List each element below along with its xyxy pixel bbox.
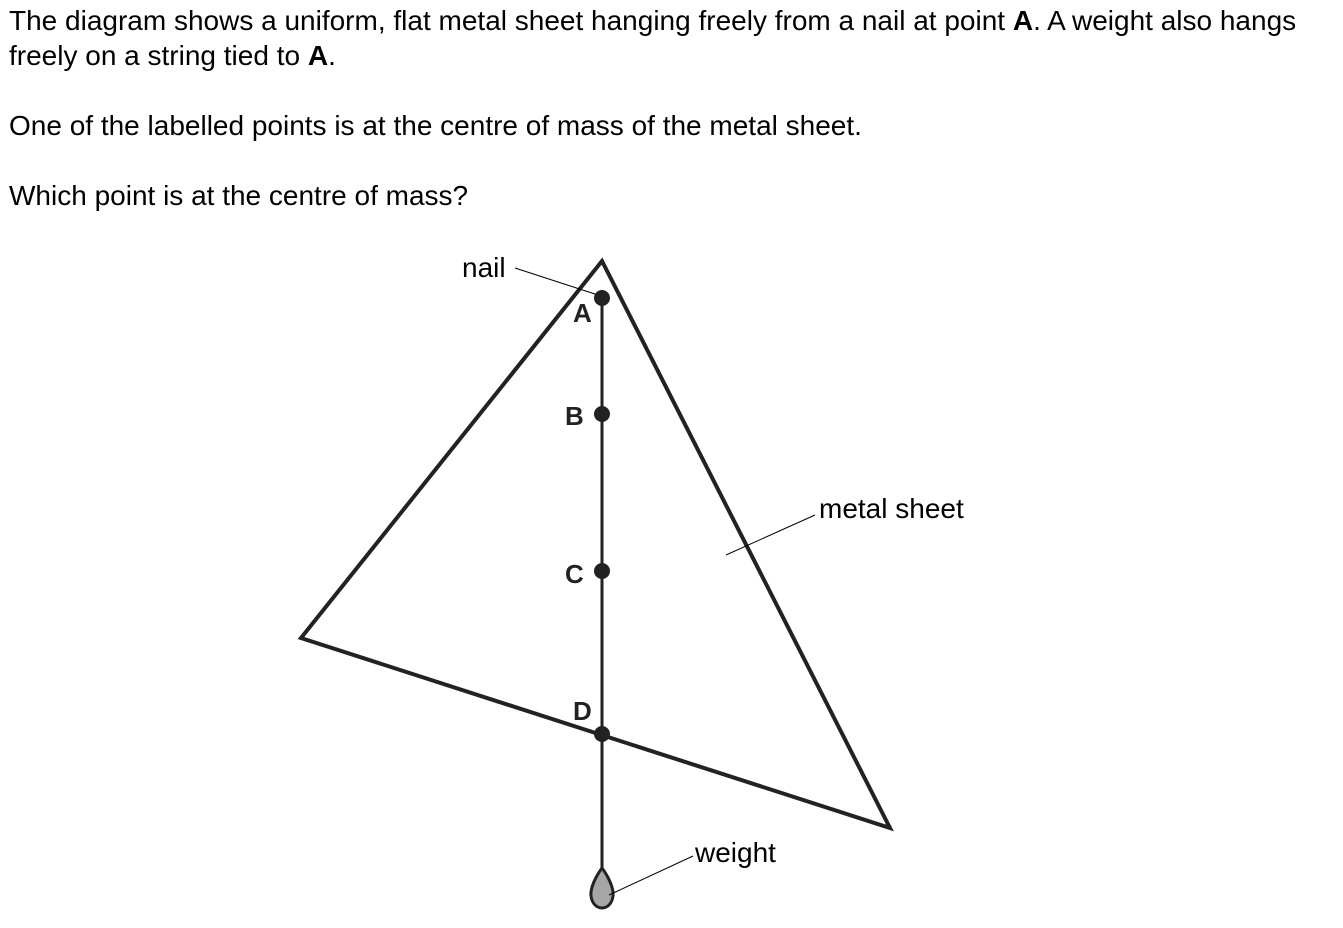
question-paragraph-3: Which point is at the centre of mass?	[9, 180, 469, 211]
weight-shape	[591, 868, 613, 908]
point-b-dot	[594, 406, 610, 422]
question-paragraph-2: One of the labelled points is at the centre of mass of the metal sheet.	[9, 110, 862, 141]
nail-label: nail	[462, 252, 506, 283]
question-text-part: .	[328, 40, 336, 71]
point-a-bold: A	[307, 40, 329, 71]
point-b-label: B	[565, 401, 584, 431]
weight-leader-line	[609, 856, 693, 895]
point-c-label: C	[565, 559, 584, 589]
question-text-part: . A weight also hangs freely on a string tied to	[9, 5, 1297, 71]
weight-label: weight	[695, 837, 776, 868]
point-a-dot	[594, 290, 610, 306]
point-a-label: A	[573, 298, 592, 328]
point-a-bold: A	[1012, 5, 1034, 36]
metal-sheet-label: metal sheet	[819, 493, 964, 524]
metal-sheet-triangle	[301, 261, 890, 828]
question-text-part: The diagram shows a uniform, flat metal sheet hanging freely from a nail at point	[9, 5, 1013, 36]
point-c-dot	[594, 563, 610, 579]
point-d-dot	[594, 726, 610, 742]
point-d-label: D	[573, 696, 592, 726]
